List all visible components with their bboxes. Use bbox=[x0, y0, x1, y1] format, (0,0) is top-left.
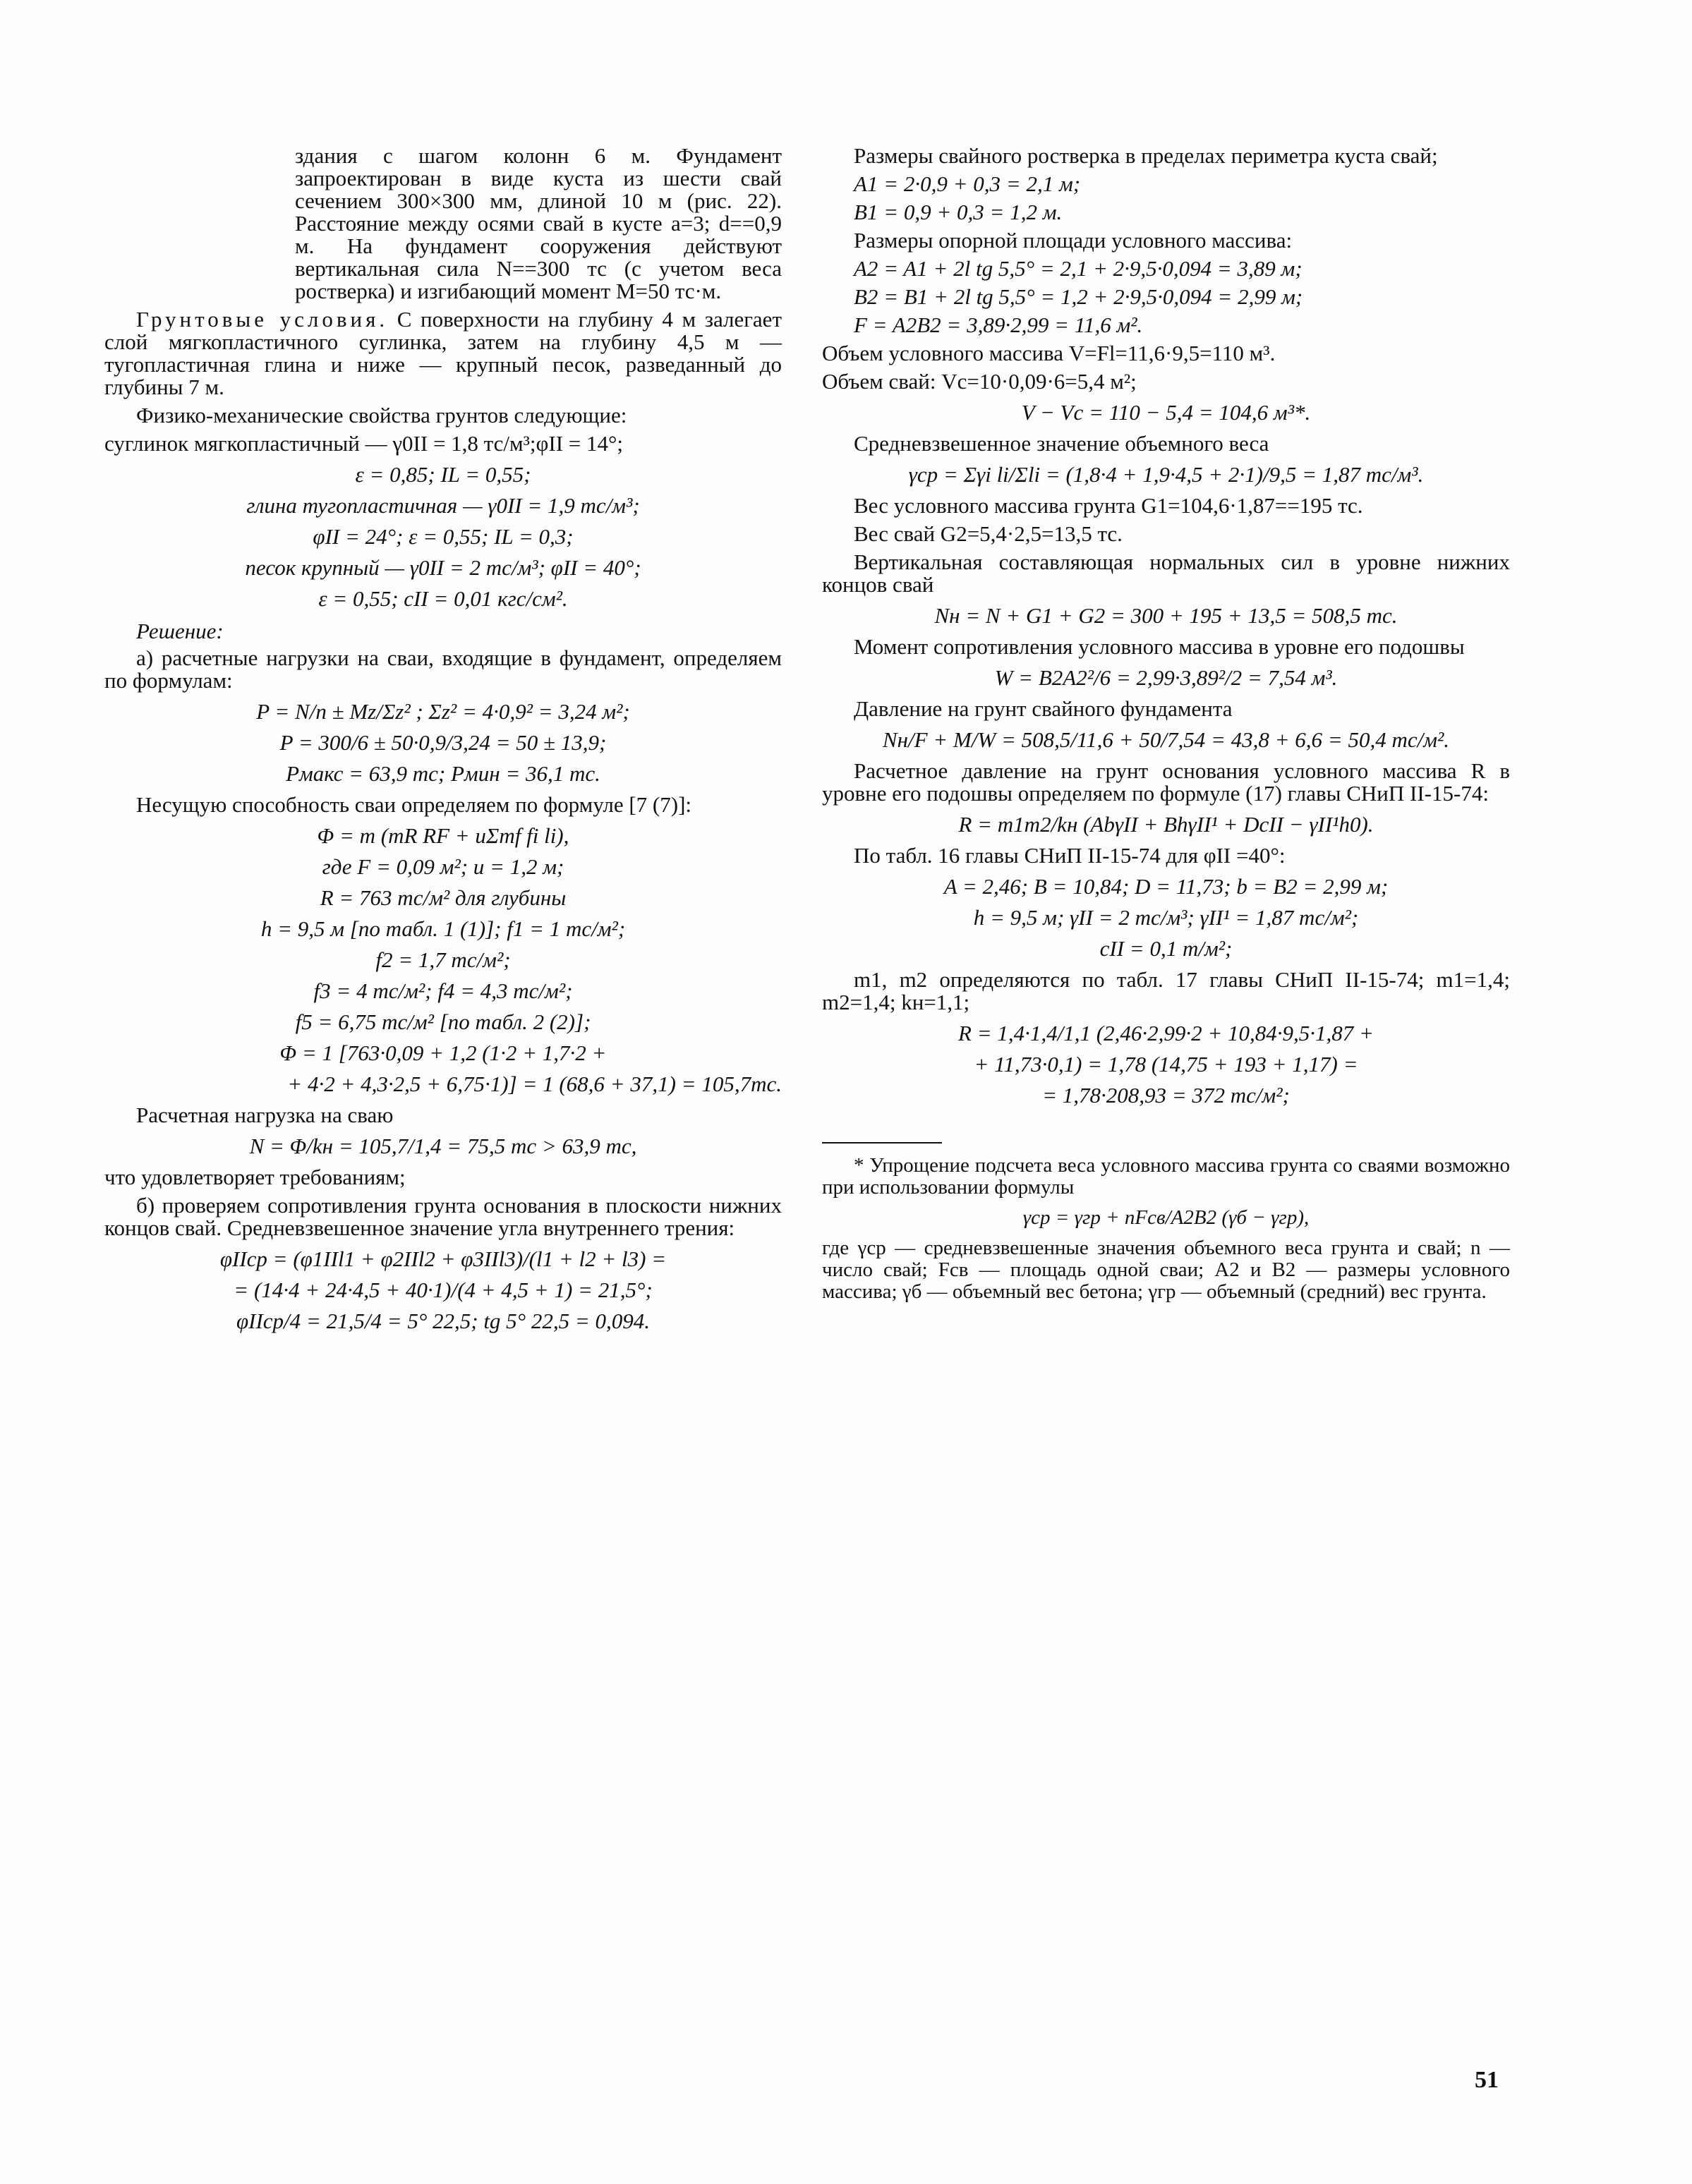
formula-prop-5: песок крупный — γ0II = 2 тс/м³; φII = 40°; bbox=[245, 555, 641, 580]
solution-heading: Решение: bbox=[136, 619, 224, 643]
footnote-formula: γср = γгр + nFсв/A2B2 (γб − γгр), bbox=[1022, 1206, 1310, 1229]
text-r13: Вес условного массива грунта G1=104,6·1,87==195 тс. bbox=[854, 493, 1363, 518]
formula-r25: h = 9,5 м; γII = 2 тс/м³; γII¹ = 1,87 тс/м²; bbox=[973, 905, 1359, 930]
text-r23: По табл. 16 главы СНиП II-15-74 для φII =40°: bbox=[854, 843, 1286, 868]
text-r14: Вес свай G2=5,4·2,5=13,5 тс. bbox=[854, 521, 1123, 546]
text-r4: Размеры опорной площади условного массива: bbox=[854, 228, 1293, 253]
text-r9: Объем свай: Vc=10·0,09·6=5,4 м²; bbox=[822, 369, 1137, 394]
text-r11: Средневзвешенное значение объемного веса bbox=[854, 431, 1269, 456]
soil-conditions-text: С поверхности на глубину 4 м залегает слой мягкопластичного суглинка, затем на глубину 4,5 м — тугопластичная глина и ниже — крупный песок, разведанный до глубины 7 м. bbox=[104, 307, 782, 399]
formula-11: Φ = 1 [763·0,09 + 1,2 (1·2 + 1,7·2 + bbox=[279, 1041, 607, 1065]
formula-14: φIIср = (φ1IIl1 + φ2IIl2 + φ3IIl3)/(l1 + l2 + l3) = bbox=[219, 1246, 667, 1271]
formula-10: f5 = 6,75 тс/м² [по табл. 2 (2)]; bbox=[295, 1009, 591, 1034]
text-r17: Момент сопротивления условного массива в уровне его подошвы bbox=[854, 634, 1465, 659]
formula-prop-6: ε = 0,55; cII = 0,01 кгс/см². bbox=[318, 586, 568, 611]
formula-r16: Nн = N + G1 + G2 = 300 + 195 + 13,5 = 508,5 тс. bbox=[934, 603, 1398, 628]
text-r8: Объем условного массива V=Fl=11,6·9,5=110 м³. bbox=[822, 341, 1276, 365]
formula-r20: Nн/F + M/W = 508,5/11,6 + 50/7,54 = 43,8 + 6,6 = 50,4 тс/м². bbox=[882, 727, 1450, 752]
page-number: 51 bbox=[1475, 2067, 1499, 2093]
formula-r18: W = B2A2²/6 = 2,99·3,89²/2 = 7,54 м³. bbox=[994, 665, 1338, 690]
text-r21: Расчетное давление на грунт основания условного массива R в уровне его подошвы определяем по формуле (17) главы СНиП II-15-74: bbox=[822, 758, 1510, 806]
formula-15: = (14·4 + 24·4,5 + 40·1)/(4 + 4,5 + 1) = 21,5°; bbox=[234, 1278, 653, 1302]
soil-conditions-heading: Грунтовые условия. bbox=[136, 307, 389, 332]
formula-r3: B1 = 0,9 + 0,3 = 1,2 м. bbox=[854, 200, 1063, 224]
formula-1: P = N/n ± Mz/Σz² ; Σz² = 4·0,9² = 3,24 м²; bbox=[256, 699, 630, 724]
left-column bbox=[104, 145, 782, 1341]
formula-r24: A = 2,46; B = 10,84; D = 11,73; b = B2 = 2,99 м; bbox=[943, 874, 1389, 899]
requirements-text: что удовлетворяет требованиям; bbox=[104, 1165, 406, 1189]
formula-r6: B2 = B1 + 2l tg 5,5° = 1,2 + 2·9,5·0,094 = 2,99 м; bbox=[854, 284, 1303, 309]
formula-12: + 4·2 + 4,3·2,5 + 6,75·1)] = 1 (68,6 + 37,1) = 105,7тс. bbox=[287, 1072, 782, 1096]
formula-prop-3: глина тугопластичная — γ0II = 1,9 тс/м³; bbox=[246, 493, 640, 518]
formula-r22: R = m1m2/kн (AbγII + BhγII¹ + DcII − γII¹h0). bbox=[958, 812, 1374, 837]
right-column bbox=[822, 145, 1510, 1309]
text-r27: m1, m2 определяются по табл. 17 главы СНиП II-15-74; m1=1,4; m2=1,4; kн=1,1; bbox=[822, 967, 1510, 1014]
formula-9: f3 = 4 тс/м²; f4 = 4,3 тс/м²; bbox=[313, 978, 573, 1003]
footnote-divider bbox=[822, 1142, 942, 1143]
formula-prop-4: φII = 24°; ε = 0,55; IL = 0,3; bbox=[313, 524, 574, 549]
formula-2: P = 300/6 ± 50·0,9/3,24 = 50 ± 13,9; bbox=[279, 730, 607, 755]
formula-r7: F = A2B2 = 3,89·2,99 = 11,6 м². bbox=[854, 313, 1143, 337]
formula-13: N = Φ/kн = 105,7/1,4 = 75,5 тс > 63,9 тс, bbox=[249, 1134, 637, 1158]
formula-r29: + 11,73·0,1) = 1,78 (14,75 + 193 + 1,17) = bbox=[974, 1052, 1358, 1076]
formula-r26: cII = 0,1 т/м²; bbox=[1099, 936, 1233, 961]
formula-r28: R = 1,4·1,4/1,1 (2,46·2,99·2 + 10,84·9,5·1,87 + bbox=[958, 1021, 1374, 1045]
formula-prop-2: ε = 0,85; IL = 0,55; bbox=[355, 462, 531, 487]
capacity-text: Несущую способность сваи определяем по формуле [7 (7)]: bbox=[136, 792, 692, 817]
soil-conditions-paragraph bbox=[104, 308, 782, 399]
formula-r10: V − Vc = 110 − 5,4 = 104,6 м³*. bbox=[1021, 400, 1311, 425]
formula-r5: A2 = A1 + 2l tg 5,5° = 2,1 + 2·9,5·0,094 = 3,89 м; bbox=[854, 256, 1303, 281]
properties-intro: Физико-механические свойства грунтов следующие: bbox=[136, 403, 627, 427]
formula-r2: A1 = 2·0,9 + 0,3 = 2,1 м; bbox=[854, 171, 1081, 196]
part-b-text: б) проверяем сопротивления грунта основания в плоскости нижних концов свай. Средневзвешенное значение угла внутреннего трения: bbox=[104, 1193, 782, 1240]
text-r1: Размеры свайного ростверка в пределах периметра куста свай; bbox=[854, 143, 1438, 168]
formula-7: h = 9,5 м [по табл. 1 (1)]; f1 = 1 тс/м²; bbox=[260, 916, 626, 941]
formula-r30: = 1,78·208,93 = 372 тс/м²; bbox=[1042, 1083, 1290, 1108]
footnote-text: * Упрощение подсчета веса условного массива грунта со сваями возможно при использовании формулы bbox=[822, 1154, 1510, 1199]
formula-3: Pмакс = 63,9 тс; Pмин = 36,1 тс. bbox=[286, 761, 600, 786]
text-r15: Вертикальная составляющая нормальных сил в уровне нижних концов свай bbox=[822, 550, 1510, 597]
formula-r12: γср = Σγi li/Σli = (1,8·4 + 1,9·4,5 + 2·1)/9,5 = 1,87 тс/м³. bbox=[908, 462, 1424, 487]
formula-16: φIIср/4 = 21,5/4 = 5° 22,5; tg 5° 22,5 = 0,094. bbox=[236, 1309, 651, 1333]
formula-5: где F = 0,09 м²; u = 1,2 м; bbox=[322, 854, 564, 879]
formula-prop-1: суглинок мягкопластичный — γ0II = 1,8 тс/м³;φII = 14°; bbox=[104, 431, 624, 456]
formula-8: f2 = 1,7 тс/м²; bbox=[375, 947, 511, 972]
part-a-text: а) расчетные нагрузки на сваи, входящие в фундамент, определяем по формулам: bbox=[104, 645, 782, 693]
text-r19: Давление на грунт свайного фундамента bbox=[854, 696, 1233, 721]
footnote-definitions: где γср — средневзвешенные значения объемного веса грунта и свай; n — число свай; Fсв — площадь одной сваи; A2 и B2 — размеры условного массива; γб — объемный вес бетона; γгр — объемный (средний) вес грунта. bbox=[822, 1237, 1510, 1303]
formula-6: R = 763 тс/м² для глубины bbox=[320, 885, 567, 910]
formula-4: Φ = m (mR RF + uΣmf fi li), bbox=[317, 823, 569, 848]
intro-paragraph: здания с шагом колонн 6 м. Фундамент запроектирован в виде куста из шести свай сечением 300×300 мм, длиной 10 м (рис. 22). Расстояние между осями свай в кусте a=3; d==0,9 м. На фундамент сооружения действуют вертикальная сила N==300 тс (с учетом веса ростверка) и изгибающий момент M=50 тс·м. bbox=[295, 143, 782, 303]
load-text: Расчетная нагрузка на сваю bbox=[136, 1103, 394, 1127]
